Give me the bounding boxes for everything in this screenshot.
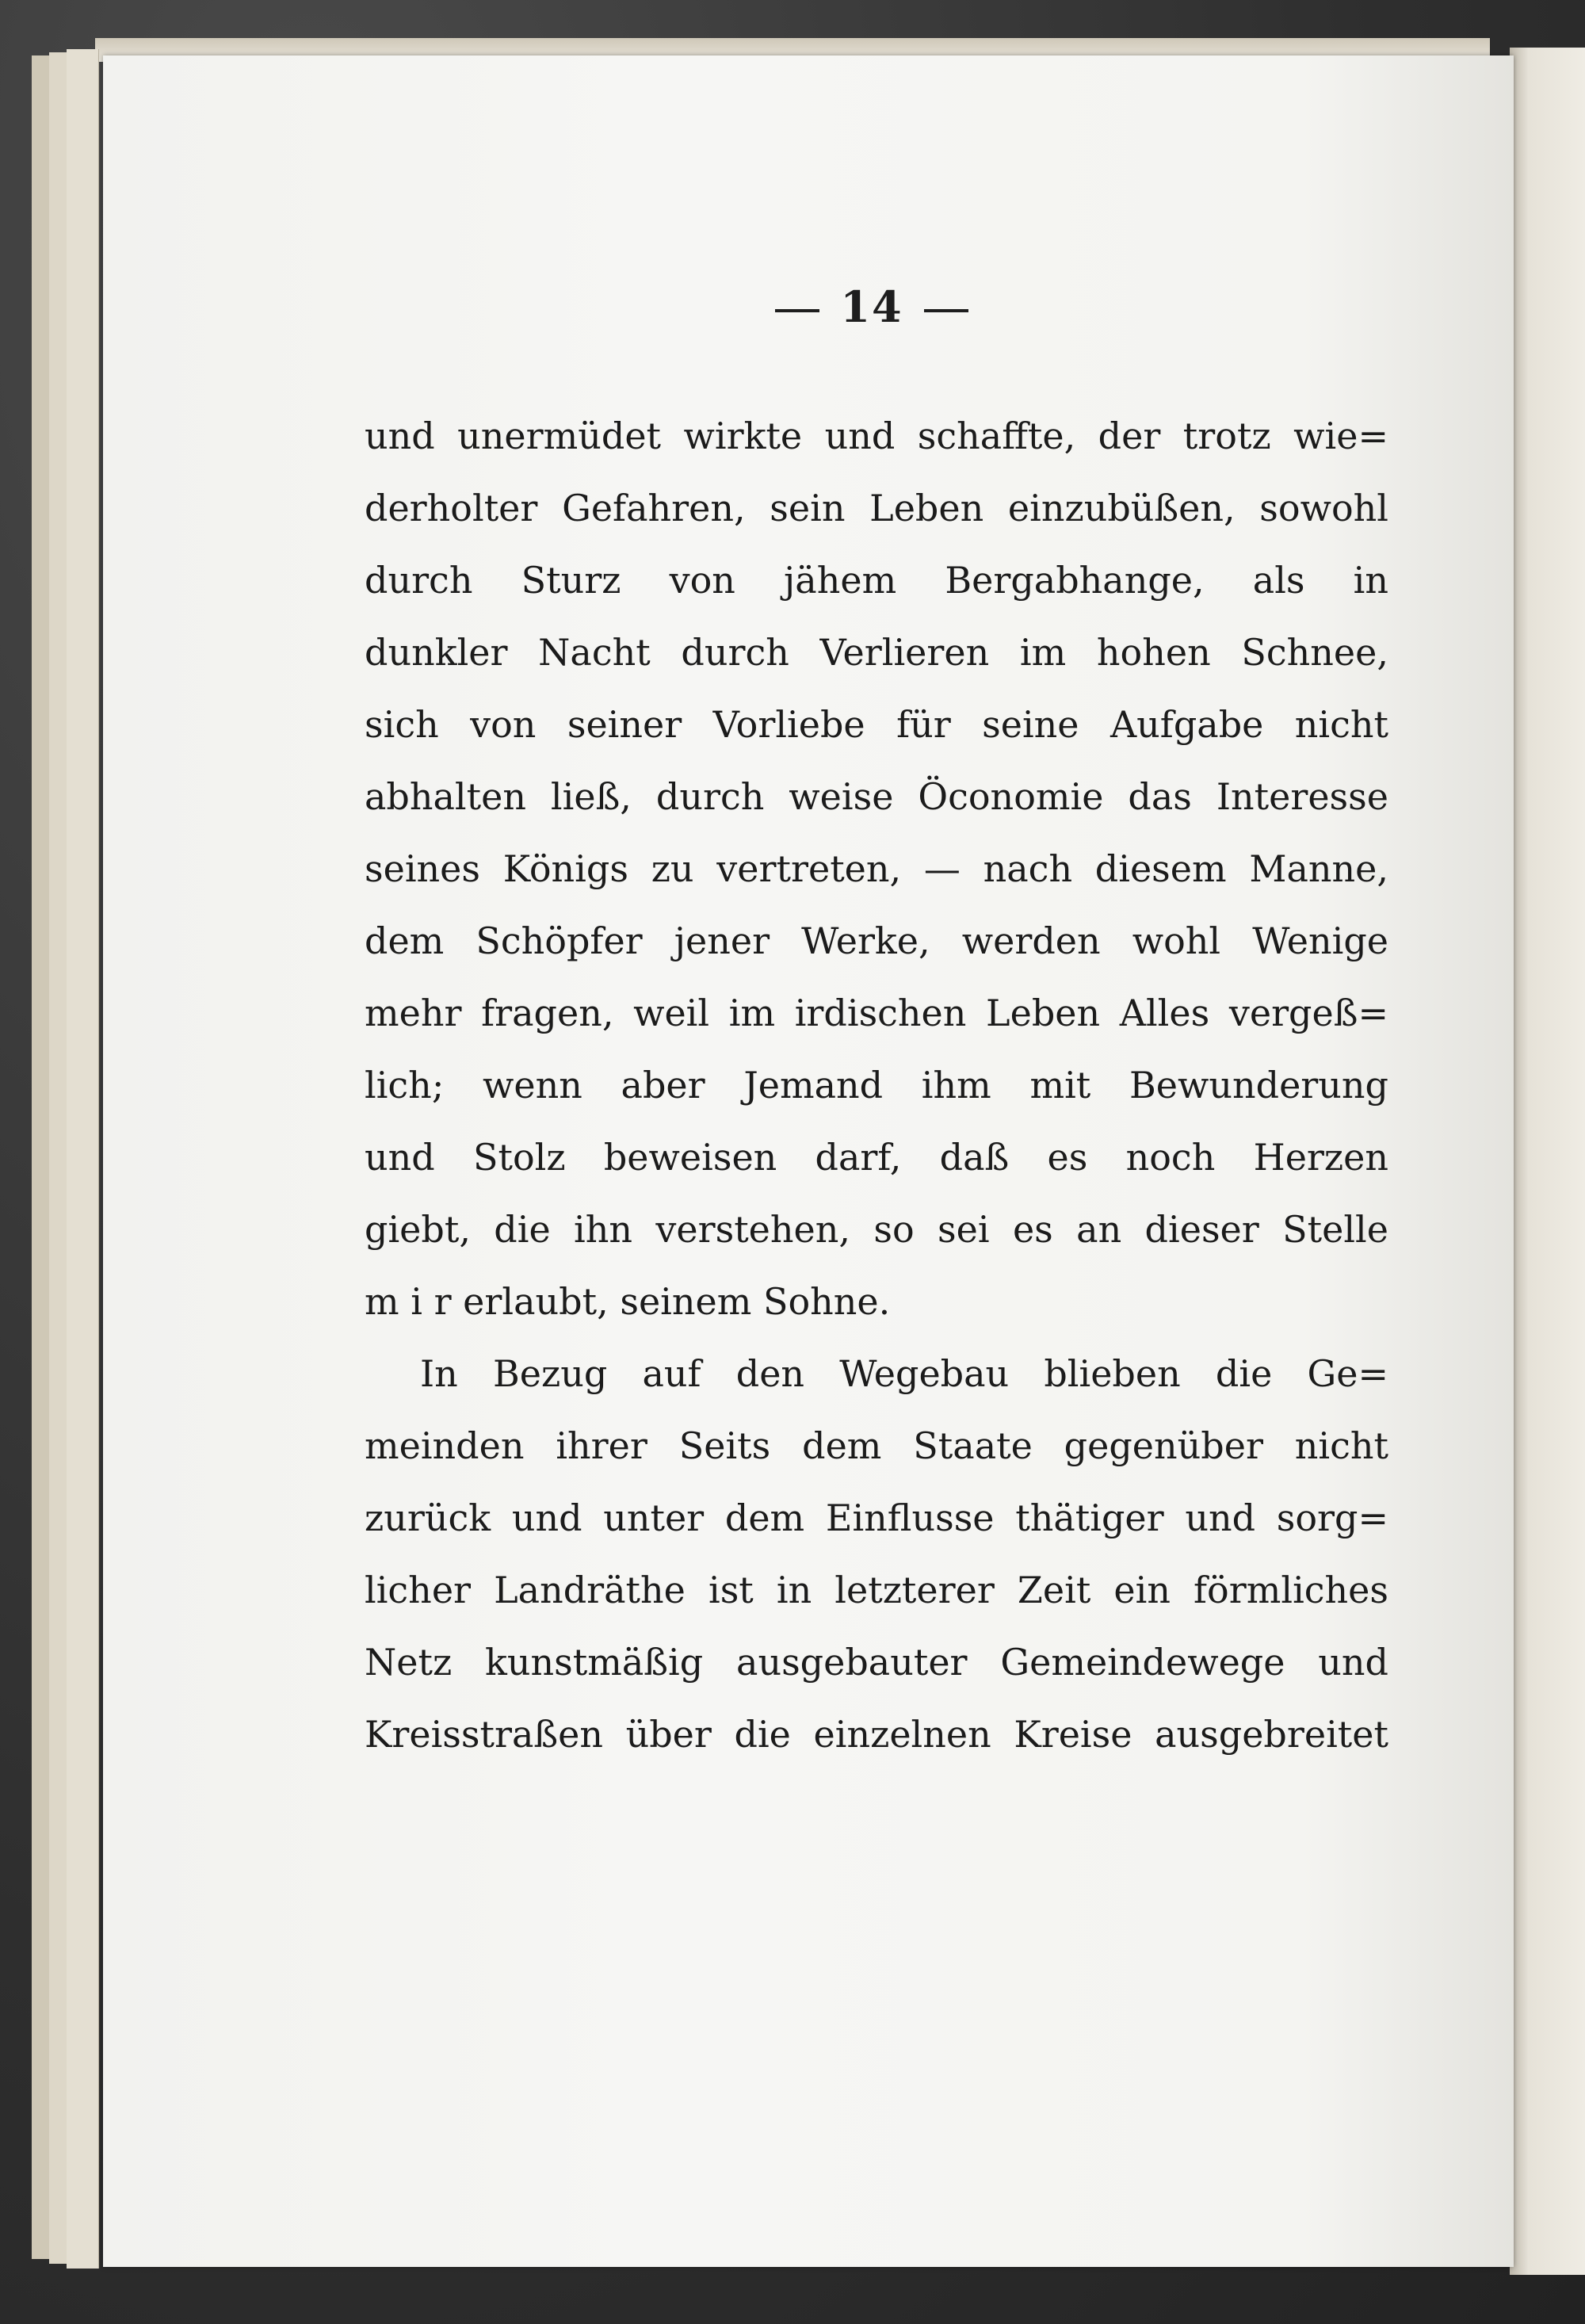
text-line: und Stolz beweisen darf, daß es noch Herzen bbox=[365, 1136, 1388, 1179]
facing-page bbox=[1510, 48, 1585, 2275]
text-line: zurück und unter dem Einflusse thätiger und sorg= bbox=[365, 1496, 1388, 1539]
page-number-value: 14 bbox=[840, 281, 903, 332]
page-number bbox=[721, 281, 1022, 332]
text-line: lich; wenn aber Jemand ihm mit Bewunderung bbox=[365, 1064, 1388, 1107]
page-body-text bbox=[365, 400, 1388, 1771]
paragraph-start-line: In Bezug auf den Wegebau blieben die Ge= bbox=[420, 1352, 1388, 1395]
text-line: dem Schöpfer jener Werke, werden wohl Wenige bbox=[365, 919, 1388, 962]
page-stack-edge bbox=[67, 49, 99, 2269]
paragraph-end-line: m i r erlaubt, seinem Sohne. bbox=[365, 1280, 891, 1323]
text-line: giebt, die ihn verstehen, so sei es an dieser Stelle bbox=[365, 1208, 1388, 1251]
text-line: meinden ihrer Seits dem Staate gegenüber nicht bbox=[365, 1424, 1388, 1467]
text-line: durch Sturz von jähem Bergabhange, als in bbox=[365, 559, 1388, 602]
page-number-dash-right bbox=[924, 309, 968, 312]
page-number-dash-left bbox=[775, 309, 819, 312]
text-line: Netz kunstmäßig ausgebauter Gemeindewege und bbox=[365, 1641, 1388, 1684]
text-line: derholter Gefahren, sein Leben einzubüßen, sowohl bbox=[365, 487, 1388, 529]
text-line: seines Königs zu vertreten, — nach diesem Manne, bbox=[365, 847, 1388, 890]
text-line: abhalten ließ, durch weise Öconomie das Interesse bbox=[365, 775, 1388, 818]
text-line: und unermüdet wirkte und schaffte, der trotz wie= bbox=[365, 415, 1388, 457]
text-line: licher Landräthe ist in letzterer Zeit ein förmliches bbox=[365, 1569, 1388, 1611]
text-line: mehr fragen, weil im irdischen Leben Alles vergeß= bbox=[365, 992, 1388, 1034]
text-line: dunkler Nacht durch Verlieren im hohen Schnee, bbox=[365, 631, 1388, 674]
text-line: Kreisstraßen über die einzelnen Kreise ausgebreitet bbox=[365, 1713, 1388, 1756]
text-line: sich von seiner Vorliebe für seine Aufgabe nicht bbox=[365, 703, 1388, 746]
